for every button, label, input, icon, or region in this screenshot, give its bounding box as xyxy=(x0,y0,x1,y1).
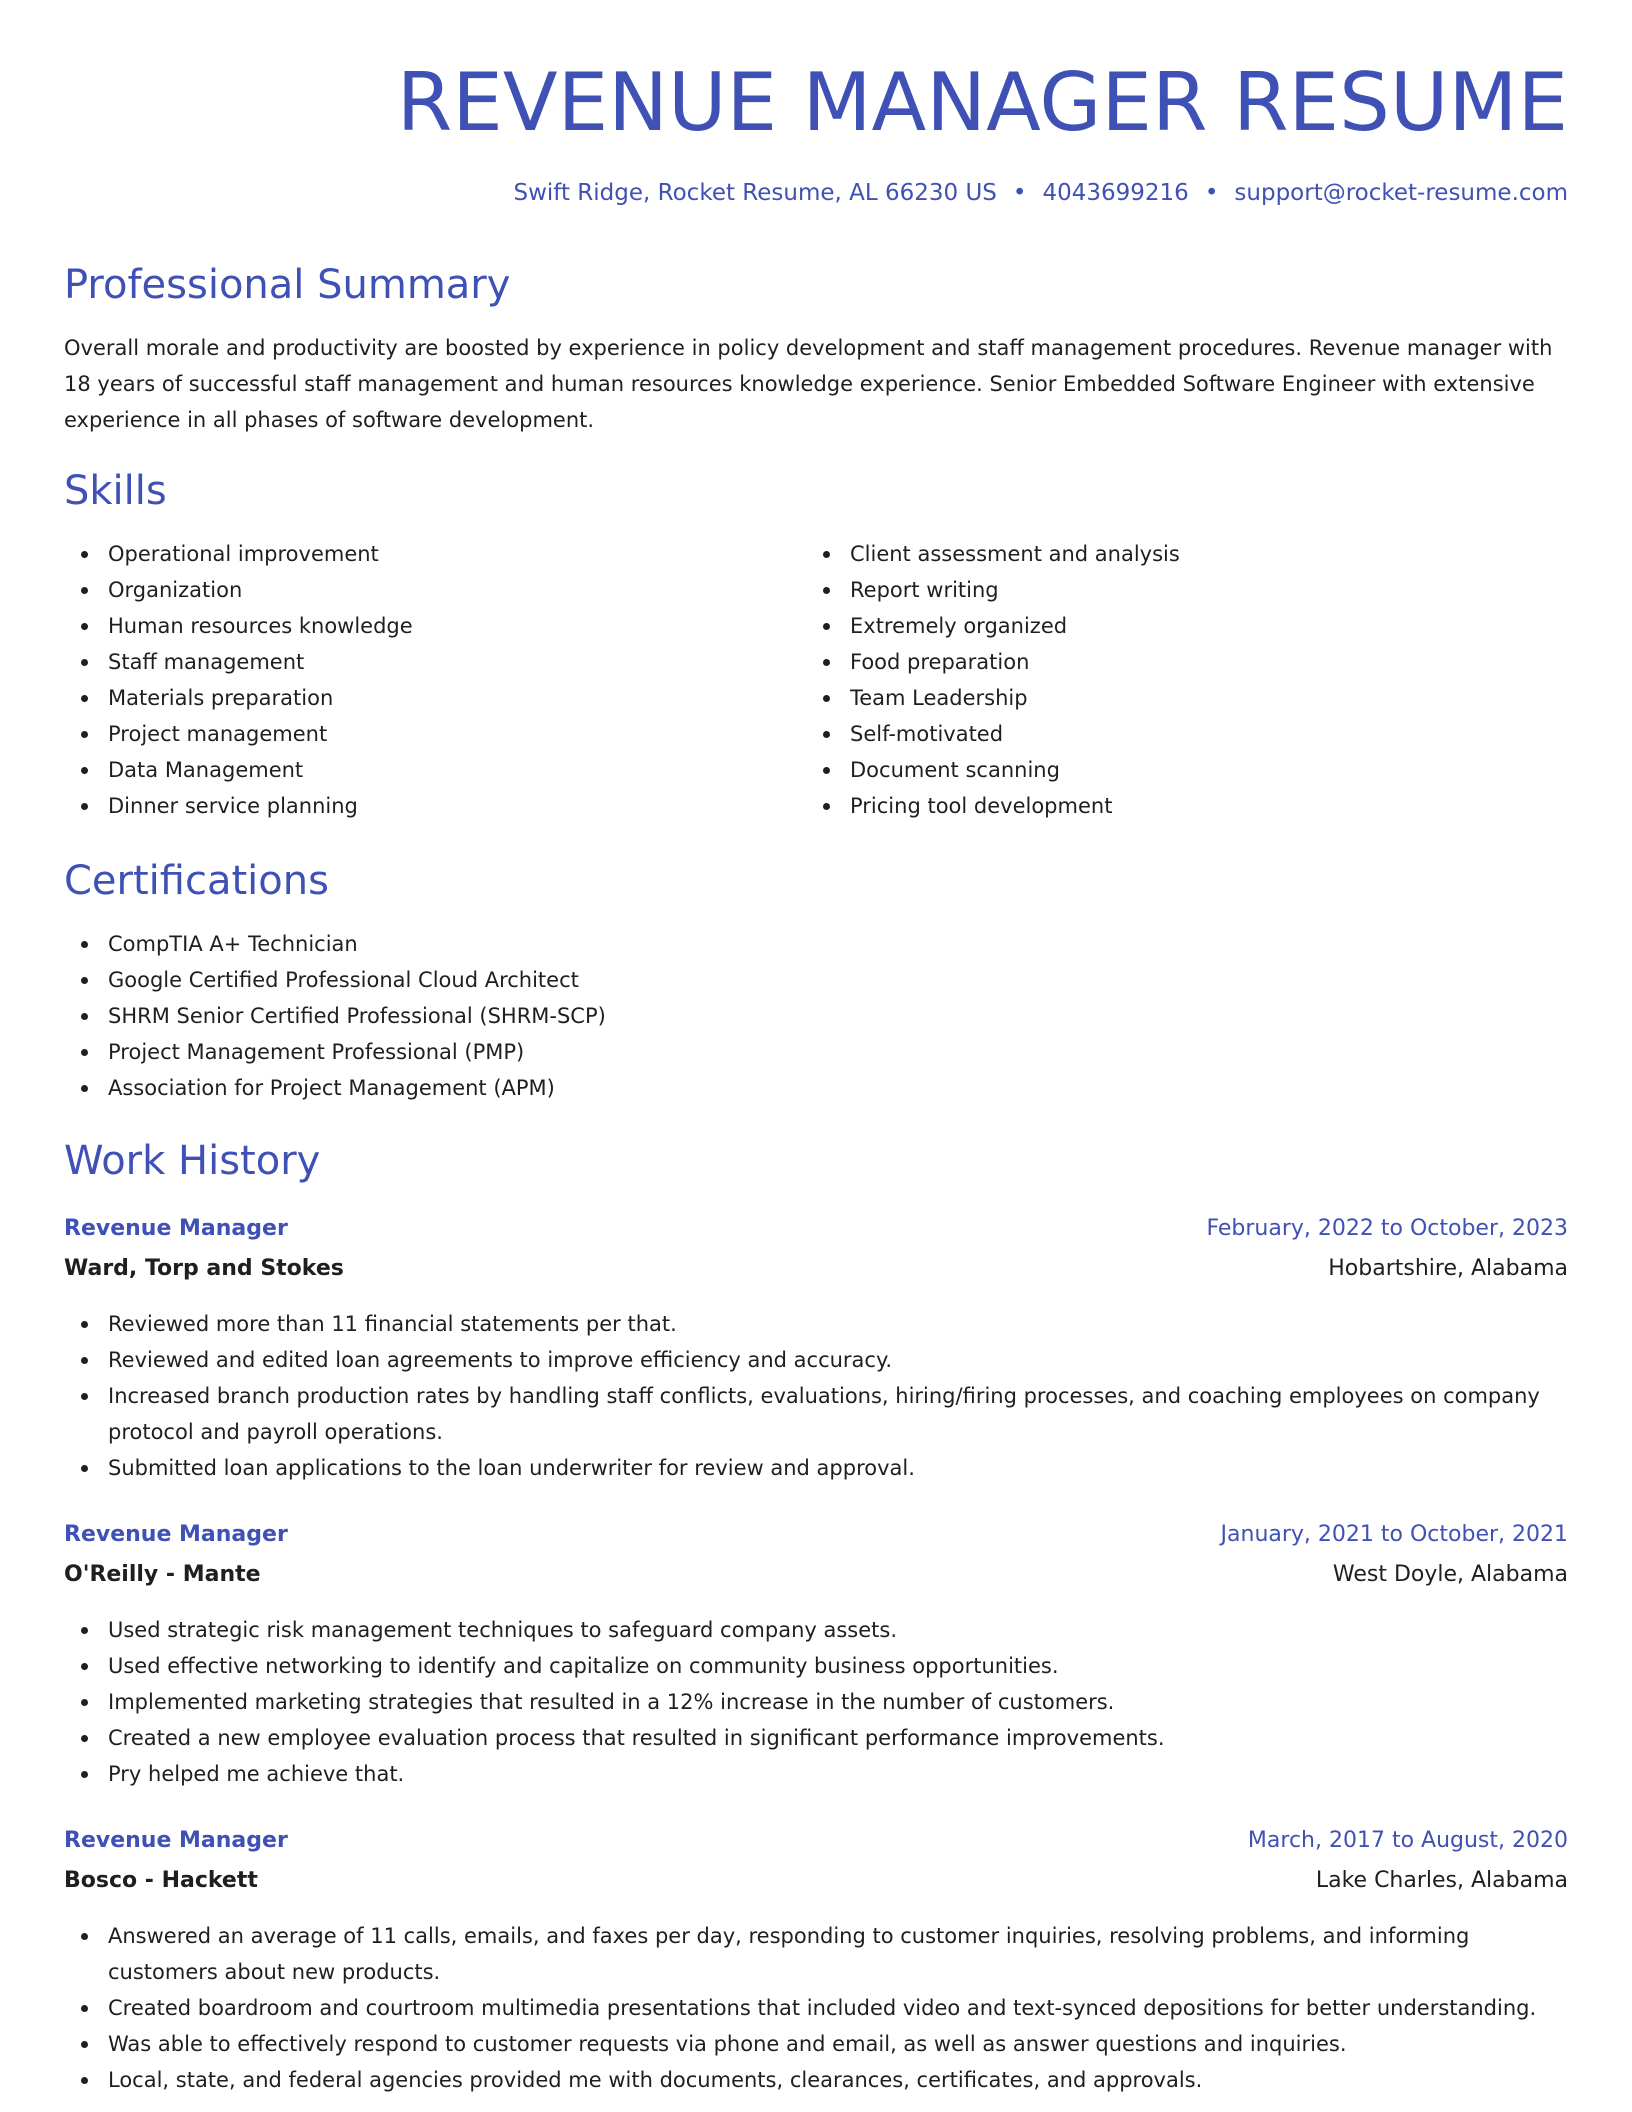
job-company: Bosco - Hackett xyxy=(64,1868,258,1893)
skills-list-left xyxy=(64,536,808,824)
skill-item: Project management xyxy=(108,716,808,752)
skill-item: Human resources knowledge xyxy=(108,608,808,644)
certification-item: Association for Project Management (APM) xyxy=(108,1070,1568,1106)
skill-item: Client assessment and analysis xyxy=(850,536,1550,572)
certification-item: Google Certified Professional Cloud Architect xyxy=(108,962,1568,998)
job-bullets xyxy=(64,1612,1568,1792)
job-title: Revenue Manager xyxy=(64,1522,288,1547)
job-title: Revenue Manager xyxy=(64,1216,288,1241)
job-bullet: Reviewed and edited loan agreements to improve efficiency and accuracy. xyxy=(108,1342,1568,1378)
skill-item: Food preparation xyxy=(850,644,1550,680)
certifications-heading: Certifications xyxy=(64,858,329,904)
job-bullet: Created a new employee evaluation process that resulted in significant performance improvements. xyxy=(108,1720,1568,1756)
certification-item: SHRM Senior Certified Professional (SHRM-SCP) xyxy=(108,998,1568,1034)
skill-item: Materials preparation xyxy=(108,680,808,716)
contact-separator: • xyxy=(1204,180,1219,206)
work-history-heading: Work History xyxy=(64,1138,321,1184)
contact-phone: 4043699216 xyxy=(1042,180,1189,206)
skill-item: Operational improvement xyxy=(108,536,808,572)
skill-item: Report writing xyxy=(850,572,1550,608)
job-company: Ward, Torp and Stokes xyxy=(64,1256,344,1281)
job-dates: March, 2017 to August, 2020 xyxy=(1247,1828,1568,1853)
certification-item: Project Management Professional (PMP) xyxy=(108,1034,1568,1070)
skill-item: Self-motivated xyxy=(850,716,1550,752)
contact-separator: • xyxy=(1012,180,1027,206)
summary-text: Overall morale and productivity are boosted by experience in policy development and staff management procedures. Revenue manager with 18 years of successful staff management and human resources knowledge experience. Senior Embedded Software Engineer with extensive experience in all phases of software development. xyxy=(64,336,1553,432)
job-bullet: Local, state, and federal agencies provided me with documents, clearances, certificates, and approvals. xyxy=(108,2062,1568,2098)
skill-item: Document scanning xyxy=(850,752,1550,788)
job-company: O'Reilly - Mante xyxy=(64,1562,261,1587)
job-title: Revenue Manager xyxy=(64,1828,288,1853)
job-bullet: Answered an average of 11 calls, emails, and faxes per day, responding to customer inquiries, resolving problems, and informing customers about new products. xyxy=(108,1918,1568,1990)
job-bullets xyxy=(64,1918,1568,2098)
skill-item: Pricing tool development xyxy=(850,788,1550,824)
job-company-row xyxy=(64,1868,1568,1893)
job-location: West Doyle, Alabama xyxy=(1332,1562,1568,1587)
skill-item: Data Management xyxy=(108,752,808,788)
job-bullet: Implemented marketing strategies that resulted in a 12% increase in the number of customers. xyxy=(108,1684,1568,1720)
skill-item: Organization xyxy=(108,572,808,608)
certifications-list xyxy=(64,926,1568,1106)
resume-page xyxy=(64,0,1568,2092)
job-bullet: Was able to effectively respond to customer requests via phone and email, as well as answer questions and inquiries. xyxy=(108,2026,1568,2062)
skills-list-right xyxy=(806,536,1550,824)
skill-item: Team Leadership xyxy=(850,680,1550,716)
skill-item: Extremely organized xyxy=(850,608,1550,644)
job-company-row xyxy=(64,1562,1568,1587)
job-company-row xyxy=(64,1256,1568,1281)
job-location: Lake Charles, Alabama xyxy=(1315,1868,1568,1893)
job-bullet: Created boardroom and courtroom multimedia presentations that included video and text-synced depositions for better understanding. xyxy=(108,1990,1568,2026)
job-bullet: Pry helped me achieve that. xyxy=(108,1756,1568,1792)
job-header-row xyxy=(64,1216,1568,1241)
certification-item: CompTIA A+ Technician xyxy=(108,926,1568,962)
job-bullet: Used effective networking to identify and capitalize on community business opportunities. xyxy=(108,1648,1568,1684)
job-location: Hobartshire, Alabama xyxy=(1328,1256,1568,1281)
contact-address: Swift Ridge, Rocket Resume, AL 66230 US xyxy=(513,180,997,206)
skill-item: Dinner service planning xyxy=(108,788,808,824)
resume-title: REVENUE MANAGER RESUME xyxy=(396,56,1568,149)
skills-heading: Skills xyxy=(64,468,167,514)
job-header-row xyxy=(64,1522,1568,1547)
summary-heading: Professional Summary xyxy=(64,262,511,308)
job-dates: January, 2021 to October, 2021 xyxy=(1220,1522,1568,1547)
job-dates: February, 2022 to October, 2023 xyxy=(1206,1216,1568,1241)
skill-item: Staff management xyxy=(108,644,808,680)
job-bullet: Submitted loan applications to the loan underwriter for review and approval. xyxy=(108,1450,1568,1486)
job-header-row xyxy=(64,1828,1568,1853)
job-bullets xyxy=(64,1306,1568,1486)
job-bullet: Reviewed more than 11 financial statements per that. xyxy=(108,1306,1568,1342)
job-bullet: Used strategic risk management techniques to safeguard company assets. xyxy=(108,1612,1568,1648)
contact-email: support@rocket-resume.com xyxy=(1234,180,1568,206)
job-bullet: Increased branch production rates by handling staff conflicts, evaluations, hiring/firing processes, and coaching employees on company protocol and payroll operations. xyxy=(108,1378,1568,1450)
contact-line xyxy=(513,180,1568,206)
